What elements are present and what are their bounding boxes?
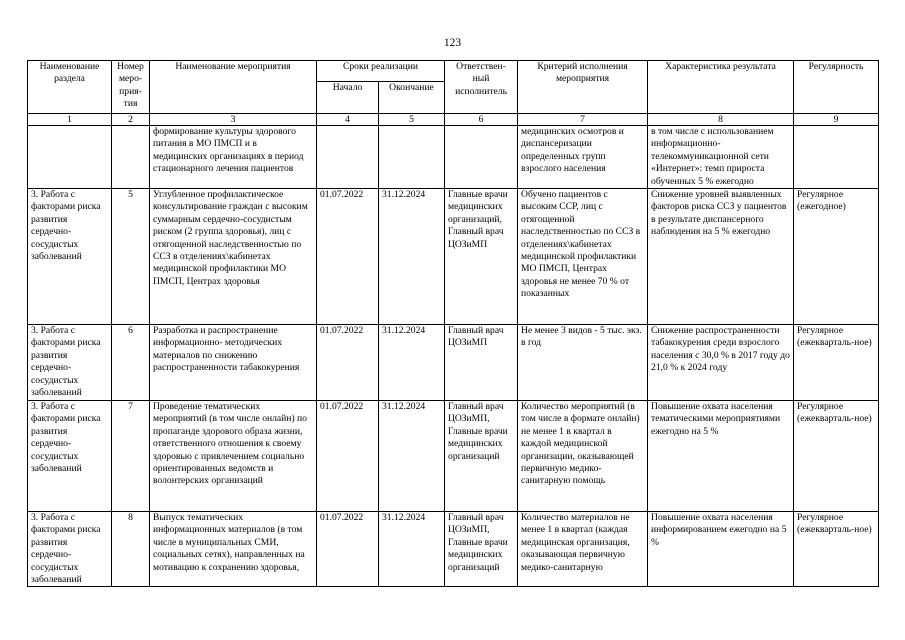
cell-activity: Разработка и распространение информационно- методических материалов по снижению распространенности табакокурения [150,325,317,401]
cell-activity: формирование культуры здорового питания в МО ПМСП и в медицинских организациях в период стационарного лечения пациентов [150,126,317,189]
cell-start [317,126,379,189]
cell-activity: Углубленное профилактическое консультирование граждан с высоким суммарным сердечно-сосудистым риском (2 группа здоровья), лиц с отягощенной наследственностью по ССЗ в отделениях\кабинетах медицинской профилактики МО ПМСП, Центрах здоровья [150,189,317,325]
column-number: 2 [112,114,150,126]
cell-section: 3. Работа с факторами риска развития сердечно-сосудистых заболеваний [28,189,112,325]
column-number: 3 [150,114,317,126]
cell-number: 8 [112,512,150,587]
header-activity: Наименование мероприятия [150,61,317,114]
table-row [28,189,879,325]
column-number: 1 [28,114,112,126]
column-number: 9 [794,114,879,126]
cell-end [379,126,445,189]
cell-end: 31.12.2024 [379,189,445,325]
cell-criterion: Количество мероприятий (в том числе в формате онлайн) не менее 1 в квартал в каждой медицинской организации, оказывающей первичную медико-санитарную помощь [518,401,648,512]
cell-activity: Проведение тематических мероприятий (в том числе онлайн) по пропаганде здорового образа жизни, ответственного отношения к своему здоровью с привлечением социально ориентированных ведомств и волонтерских организаций [150,401,317,512]
cell-criterion: Не менее 3 видов - 5 тыс. экз. в год [518,325,648,401]
cell-executor: Главный врач ЦОЗиМП [445,325,518,401]
cell-criterion: Количество материалов не менее 1 в квартал (каждая медицинская организация, оказывающая первичную медико-санитарную [518,512,648,587]
header-result: Характеристика результата [648,61,794,114]
cell-section [28,126,112,189]
cell-number [112,126,150,189]
cell-result: Снижение распространенности табакокурения среди взрослого населения с 30,0 % в 2017 году до 21,0 % к 2024 году [648,325,794,401]
table-row [28,325,879,401]
page-number: 123 [443,37,462,49]
cell-result: в том числе с использованием информационно-телекоммуникационной сети «Интернет»: темп прироста обученных 5 % ежегодно [648,126,794,189]
cell-number: 7 [112,401,150,512]
cell-section: 3. Работа с факторами риска развития сердечно-сосудистых заболеваний [28,512,112,587]
column-number: 7 [518,114,648,126]
cell-end: 31.12.2024 [379,512,445,587]
column-number: 4 [317,114,379,126]
header-executor: Ответствен-ный исполнитель [445,61,518,114]
header-number: Номер меро-прия-тия [112,61,150,114]
cell-executor: Главный врач ЦОЗиМП, Главные врачи медицинских организаций [445,512,518,587]
cell-start: 01.07.2022 [317,512,379,587]
header-terms: Сроки реализации [317,61,445,82]
cell-regularity [794,126,879,189]
header-regularity: Регулярность [794,61,879,114]
cell-activity: Выпуск тематических информационных материалов (в том числе в муниципальных СМИ, социальных сетях), направленных на мотивацию к сохранению здоровья, [150,512,317,587]
cell-criterion: Обучено пациентов с высоким ССР, лиц с отягощенной наследственностью по ССЗ в отделениях\кабинетах медицинской профилактики МО ПМСП, Центрах здоровья не менее 70 % от показанных [518,189,648,325]
cell-executor [445,126,518,189]
table-row [28,126,879,189]
cell-end: 31.12.2024 [379,401,445,512]
cell-start: 01.07.2022 [317,189,379,325]
cell-section: 3. Работа с факторами риска развития сердечно-сосудистых заболеваний [28,401,112,512]
cell-regularity: Регулярное (ежекварталь-ное) [794,512,879,587]
cell-result: Повышение охвата населения информированием ежегодно на 5 % [648,512,794,587]
cell-executor: Главный врач ЦОЗиМП, Главные врачи медицинских организаций [445,401,518,512]
header-row [28,61,879,82]
cell-result: Повышение охвата населения тематическими мероприятиями ежегодно на 5 % [648,401,794,512]
cell-result: Снижение уровней выявленных факторов риска ССЗ у пациентов в результате диспансерного наблюдения на 5 % ежегодно [648,189,794,325]
header-end: Окончание [379,82,445,114]
cell-regularity: Регулярное (ежекварталь-ное) [794,401,879,512]
cell-section: 3. Работа с факторами риска развития сердечно-сосудистых заболеваний [28,325,112,401]
table-row [28,401,879,512]
table-row [28,512,879,587]
cell-end: 31.12.2024 [379,325,445,401]
header-section: Наименование раздела [28,61,112,114]
column-number: 5 [379,114,445,126]
cell-executor: Главные врачи медицинских организаций, Главный врач ЦОЗиМП [445,189,518,325]
header-start: Начало [317,82,379,114]
cell-number: 6 [112,325,150,401]
column-number: 8 [648,114,794,126]
header-criterion: Критерий исполнения мероприятия [518,61,648,114]
activities-table [27,60,879,587]
cell-criterion: медицинских осмотров и диспансеризации определенных групп взрослого населения [518,126,648,189]
cell-number: 5 [112,189,150,325]
column-number: 6 [445,114,518,126]
cell-regularity: Регулярное (ежекварталь-ное) [794,325,879,401]
cell-start: 01.07.2022 [317,325,379,401]
cell-start: 01.07.2022 [317,401,379,512]
cell-regularity: Регулярное (ежегодное) [794,189,879,325]
column-numbers-row [28,114,879,126]
